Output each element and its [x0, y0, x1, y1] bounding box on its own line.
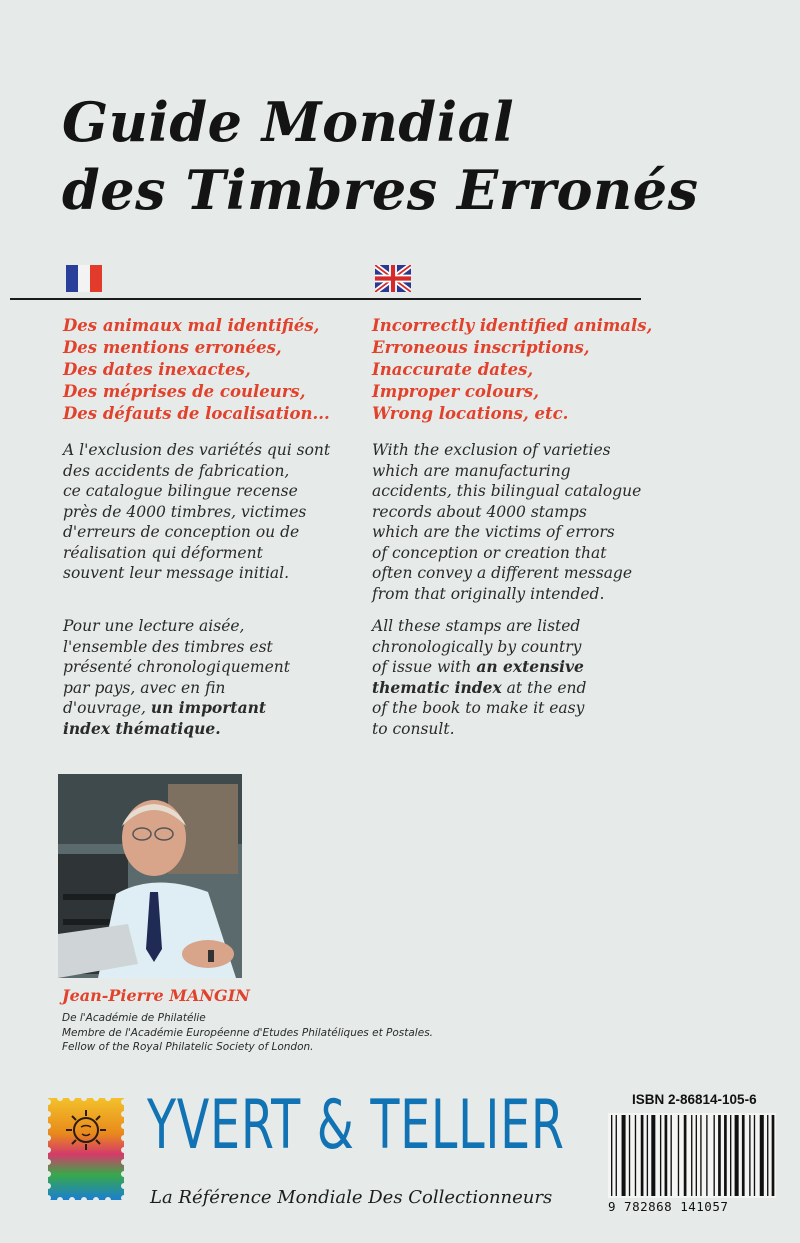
text-line: Fellow of the Royal Philatelic Society of London.: [62, 1041, 314, 1053]
book-title-line-2: des Timbres Erronés: [62, 158, 699, 222]
publisher-name: YVERT & TELLIER: [147, 1086, 565, 1165]
french-paragraph-1: [63, 440, 363, 584]
list-item: Erroneous inscriptions,: [372, 338, 590, 357]
text-line: Pour une lecture aisée,: [63, 617, 245, 635]
publisher-tagline: La Référence Mondiale Des Collectionneurs: [150, 1187, 553, 1208]
english-paragraph-2: [372, 616, 672, 739]
english-error-list: [372, 315, 672, 425]
isbn-label: ISBN 2-86814-105-6: [632, 1092, 757, 1107]
author-photo: [58, 774, 242, 978]
text-line: près de 4000 timbres, victimes: [63, 502, 307, 521]
author-name: Jean-Pierre MANGIN: [62, 986, 250, 1005]
author-credentials: [62, 1011, 433, 1055]
french-flag-icon: [66, 265, 102, 292]
list-item: Improper colours,: [372, 382, 539, 401]
text-line: [372, 657, 672, 678]
text-line: réalisation qui déforment: [63, 543, 263, 562]
text-line: ce catalogue bilingue recense: [63, 482, 298, 500]
text-line: to consult.: [372, 719, 455, 738]
barcode-digits: 9 782868 141057: [608, 1199, 729, 1214]
list-item: Wrong locations, etc.: [372, 404, 569, 423]
text-line: which are the victims of errors: [372, 523, 615, 541]
text-line: which are manufacturing: [372, 461, 571, 480]
text-line: A l'exclusion des variétés qui sont: [63, 441, 331, 459]
text-line: of conception or creation that: [372, 543, 607, 562]
list-item: Des animaux mal identifiés,: [63, 316, 320, 335]
author-portrait-image: [58, 774, 242, 978]
text-line: With the exclusion of varieties: [372, 441, 611, 459]
text-line: De l'Académie de Philatélie: [62, 1012, 206, 1024]
text-line: accidents, this bilingual catalogue: [372, 482, 642, 500]
english-paragraph-1: [372, 440, 672, 604]
list-item: Des méprises de couleurs,: [63, 382, 306, 401]
book-title-line-1: Guide Mondial: [62, 90, 515, 154]
text-fragment: d'ouvrage,: [63, 699, 151, 717]
text-line: [372, 678, 672, 699]
list-item: Des défauts de localisation...: [63, 404, 330, 423]
french-error-list: [63, 315, 363, 425]
list-item: Des dates inexactes,: [63, 360, 251, 379]
list-item: Des mentions erronées,: [63, 338, 282, 357]
text-line: chronologically by country: [372, 637, 582, 656]
text-fragment: at the end: [501, 678, 587, 697]
emphasis-text: an extensive: [476, 657, 584, 676]
section-divider: [10, 298, 641, 300]
list-item: Incorrectly identified animals,: [372, 316, 653, 335]
text-line: par pays, avec en fin: [63, 678, 226, 697]
text-line: records about 4000 stamps: [372, 502, 587, 521]
text-line: souvent leur message initial.: [63, 564, 290, 582]
text-line: All these stamps are listed: [372, 617, 581, 635]
text-line: d'erreurs de conception ou de: [63, 523, 300, 541]
text-line: présenté chronologiquement: [63, 658, 290, 676]
text-line: des accidents de fabrication,: [63, 461, 290, 480]
text-line: often convey a different message: [372, 564, 633, 582]
emphasis-text: thematic index: [372, 677, 502, 697]
book-title: [62, 88, 699, 224]
text-line: from that originally intended.: [372, 584, 605, 603]
text-line: l'ensemble des timbres est: [63, 637, 273, 656]
emphasis-text: index thématique.: [63, 718, 221, 738]
text-line: Membre de l'Académie Européenne d'Etudes Philatéliques et Postales.: [62, 1026, 433, 1039]
text-fragment: of issue with: [372, 658, 477, 676]
uk-flag-icon: [375, 265, 411, 292]
text-line: [63, 698, 363, 719]
french-paragraph-2: [63, 616, 363, 739]
text-line: of the book to make it easy: [372, 699, 585, 717]
publisher-stamp-logo: [44, 1094, 128, 1204]
barcode-image: [608, 1113, 776, 1198]
list-item: Inaccurate dates,: [372, 360, 534, 379]
emphasis-text: un important: [150, 698, 267, 717]
